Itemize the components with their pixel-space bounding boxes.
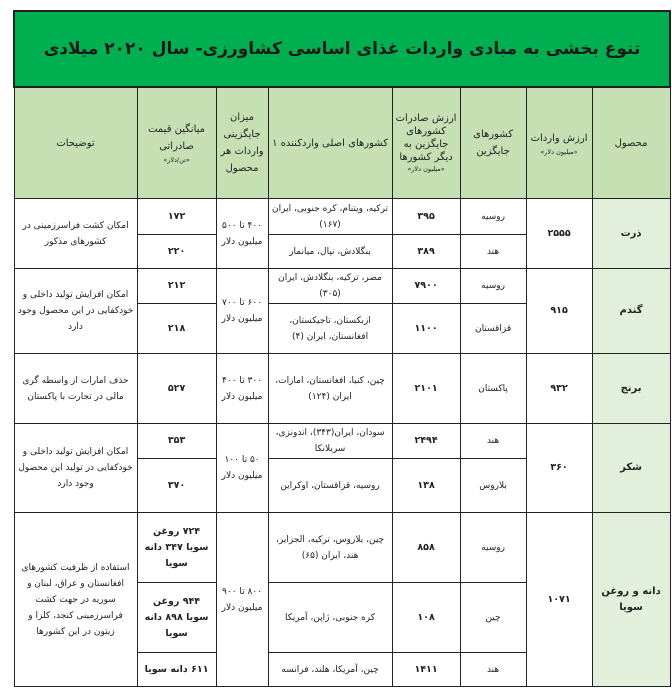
- header-notes: توضیحات: [14, 87, 137, 199]
- table-row: [14, 513, 670, 583]
- export-value-cell: ۱۴۱۱: [392, 653, 460, 687]
- replacement-cell: ۳۰۰ تا ۴۰۰ میلیون دلار: [216, 354, 268, 424]
- substitute-country-cell: روسیه: [460, 269, 526, 304]
- table-title: تنوع بخشی به مبادی واردات غذای اساسی کشاورزی- سال ۲۰۲۰ میلادی: [14, 11, 670, 87]
- avg-price-cell: ۵۲۷: [137, 354, 216, 424]
- export-value-cell: ۱۳۸: [392, 459, 460, 513]
- avg-price-cell: ۳۵۳: [137, 424, 216, 459]
- notes-cell: امکان افزایش تولید داخلی و خودکفایی در این محصول وجود دارد: [14, 269, 137, 354]
- product-cell: شکر: [592, 424, 670, 513]
- avg-price-cell: ۳۷۰: [137, 459, 216, 513]
- substitute-country-cell: بلاروس: [460, 459, 526, 513]
- substitute-country-cell: چین: [460, 583, 526, 653]
- header-avg-export-price: میانگین قیمت صادراتی «تن/دلار»: [137, 87, 216, 199]
- import-value-cell: ۱۰۷۱: [526, 513, 592, 687]
- importers-cell: روسیه، قزاقستان، اوکراین: [268, 459, 392, 513]
- replacement-cell: ۶۰۰ تا ۷۰۰ میلیون دلار: [216, 269, 268, 354]
- import-diversification-table: [13, 10, 671, 687]
- import-value-cell: ۲۵۵۵: [526, 199, 592, 269]
- avg-price-cell: ۷۲۴ روغن سویا ۳۴۷ دانه سویا: [137, 513, 216, 583]
- avg-price-cell: ۲۱۸: [137, 304, 216, 354]
- avg-price-cell: ۱۷۲: [137, 199, 216, 235]
- header-main-importers: کشورهای اصلی واردکننده ۱: [268, 87, 392, 199]
- substitute-country-cell: هند: [460, 653, 526, 687]
- export-value-cell: ۲۱۰۱: [392, 354, 460, 424]
- replacement-cell: ۴۰۰ تا ۵۰۰ میلیون دلار: [216, 199, 268, 269]
- export-value-cell: ۱۰۸: [392, 583, 460, 653]
- product-cell: برنج: [592, 354, 670, 424]
- table-row: [14, 199, 670, 235]
- import-value-cell: ۹۳۲: [526, 354, 592, 424]
- importers-cell: ترکیه، ویتنام، کره جنوبی، ایران (۱۶۷): [268, 199, 392, 235]
- importers-cell: چین، بلاروس، ترکیه، الجزایر، هند، ایران (۶۵): [268, 513, 392, 583]
- avg-price-cell: ۲۲۰: [137, 235, 216, 269]
- export-value-cell: ۳۹۵: [392, 199, 460, 235]
- import-diversification-table-container: [13, 10, 669, 687]
- export-value-cell: ۸۵۸: [392, 513, 460, 583]
- avg-price-cell: ۹۴۴ روغن سویا ۸۹۸ دانه سویا: [137, 583, 216, 653]
- header-replacement-amount: میزان جایگزینی واردات هر محصول: [216, 87, 268, 199]
- import-value-cell: ۹۱۵: [526, 269, 592, 354]
- substitute-country-cell: پاکستان: [460, 354, 526, 424]
- replacement-cell: ۵۰ تا ۱۰۰ میلیون دلار: [216, 424, 268, 513]
- export-value-cell: ۷۹۰۰: [392, 269, 460, 304]
- header-row: [14, 87, 670, 199]
- header-substitute-export-value: ارزش صادرات کشورهای جایگزین به دیگر کشورها «میلیون دلار»: [392, 87, 460, 199]
- importers-cell: چین، آمریکا، هلند، فرانسه: [268, 653, 392, 687]
- product-cell: گندم: [592, 269, 670, 354]
- replacement-cell: ۸۰۰ تا ۹۰۰ میلیون دلار: [216, 513, 268, 687]
- notes-cell: امکان افزایش تولید داخلی و خودکفایی در تولید این محصول وجود دارد: [14, 424, 137, 513]
- notes-cell: استفاده از ظرفیت کشورهای افغانستان و عراق، لبنان و سوریه در جهت کشت فراسرزمینی کنجد، کلزا و زیتون در این کشورها: [14, 513, 137, 687]
- notes-cell: حذف امارات از واسطه گری مالی در تجارت با پاکستان: [14, 354, 137, 424]
- importers-cell: ازبکستان، تاجیکستان، افغانستان، ایران (۴): [268, 304, 392, 354]
- importers-cell: چین، کنیا، افغانستان، امارات، ایران (۱۲۴): [268, 354, 392, 424]
- importers-cell: سودان، ایران(۳۴۳)، اندونزی، سریلانکا: [268, 424, 392, 459]
- importers-cell: کره جنوبی، ژاپن، آمریکا: [268, 583, 392, 653]
- substitute-country-cell: قزاقستان: [460, 304, 526, 354]
- table-row: [14, 354, 670, 424]
- header-substitute-countries: کشورهای جایگزین: [460, 87, 526, 199]
- substitute-country-cell: روسیه: [460, 199, 526, 235]
- import-value-cell: ۳۶۰: [526, 424, 592, 513]
- avg-price-cell: ۲۱۲: [137, 269, 216, 304]
- header-product: محصول: [592, 87, 670, 199]
- product-cell: ذرت: [592, 199, 670, 269]
- table-row: [14, 269, 670, 304]
- notes-cell: امکان کشت فراسرزمینی در کشورهای مذکور: [14, 199, 137, 269]
- product-cell: دانه و روغن سویا: [592, 513, 670, 687]
- substitute-country-cell: هند: [460, 424, 526, 459]
- export-value-cell: ۳۸۹: [392, 235, 460, 269]
- substitute-country-cell: هند: [460, 235, 526, 269]
- export-value-cell: ۲۴۹۴: [392, 424, 460, 459]
- table-row: [14, 424, 670, 459]
- avg-price-cell: ۶۱۱ دانه سویا: [137, 653, 216, 687]
- substitute-country-cell: روسیه: [460, 513, 526, 583]
- importers-cell: بنگلادش، نپال، میانمار: [268, 235, 392, 269]
- export-value-cell: ۱۱۰۰: [392, 304, 460, 354]
- header-import-value: ارزش واردات «میلیون دلار»: [526, 87, 592, 199]
- importers-cell: مصر، ترکیه، بنگلادش، ایران (۳۰۵): [268, 269, 392, 304]
